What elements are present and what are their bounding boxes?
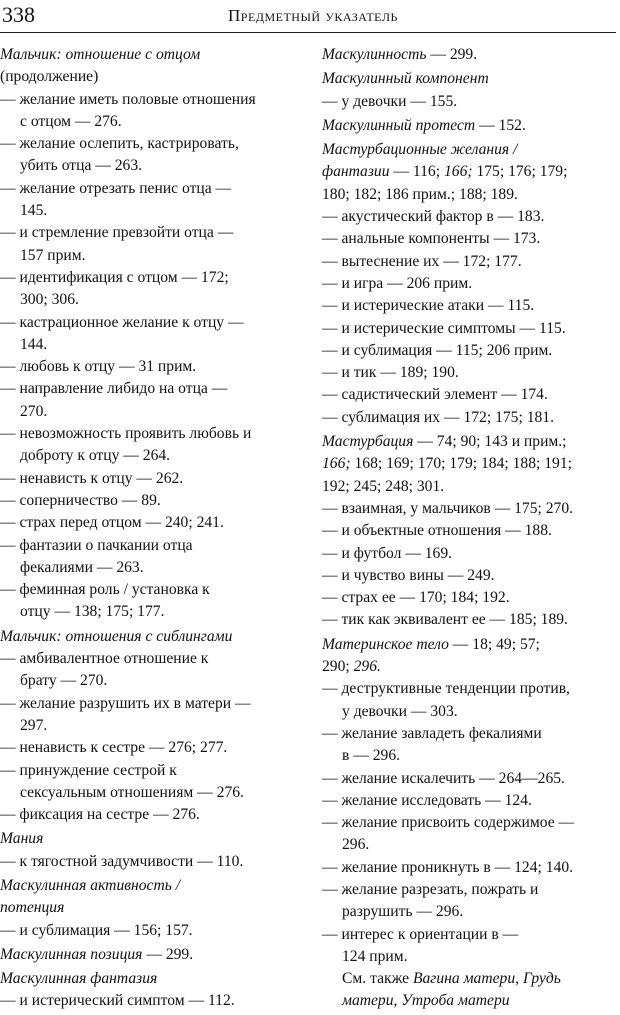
text-ref: , [393, 992, 402, 1010]
entry-heading: Маскулинная фантазия [0, 970, 158, 988]
subentry: — желание отрезать пенис отца — [0, 179, 232, 197]
subentry: — невозможность проявить любовь и [0, 425, 252, 443]
entry-heading: Мастурбация [322, 433, 414, 451]
subentry-continuation: в — 296. [342, 747, 401, 765]
italic-ref: 166; [322, 455, 351, 473]
entry-heading: Мальчик: отношения с сиблингами [0, 627, 233, 645]
subentry: — желание завладеть фекалиями [322, 724, 542, 742]
index-entry [0, 44, 300, 624]
text-ref: , [515, 970, 523, 988]
page-refs: — 152. [475, 116, 526, 134]
subentry: — фиксация на сестре — 276. [0, 806, 200, 824]
entry-heading-line [322, 431, 620, 453]
subentry: — желание иметь половые отношения [0, 90, 256, 108]
subentry: — и футбол — 169. [322, 544, 453, 562]
subentry: — феминная роль / установка к [0, 581, 210, 599]
subentry: — страх ее — 170; 184; 192. [322, 589, 510, 607]
subentry-continuation: сексуальным отношениям — 276. [20, 783, 244, 801]
subentry: — фантазии о пачкании отца [0, 536, 193, 554]
index-entry [322, 68, 620, 113]
subentry-continuation: 297. [20, 716, 48, 734]
subentry: — вытеснение их — 172; 177. [322, 252, 522, 270]
index-column-right [322, 44, 620, 1015]
entry-heading-line [322, 44, 620, 66]
index-entry [0, 944, 300, 966]
subentry: — желание ослепить, кастрировать, [0, 135, 239, 153]
entry-heading: Маскулинный компонент [322, 70, 489, 88]
text-ref: 175; 176; 179; [472, 163, 568, 181]
page-refs: — 299. [426, 46, 478, 63]
entry-heading: Маскулинность [322, 46, 427, 63]
text-ref: См. также [342, 970, 413, 988]
index-column-left [0, 44, 300, 1015]
subentry-continuation: с отцом — 276. [20, 112, 122, 130]
subentry: — амбивалентное отношение к [0, 650, 209, 668]
subentry: — тик как эквивалент ее — 185; 189. [322, 611, 568, 629]
subentry-continuation: брату — 270. [20, 672, 108, 690]
italic-ref: Утроба матери [401, 992, 510, 1010]
index-entry [322, 115, 620, 137]
subentry: — ненависть к сестре — 276; 277. [0, 739, 228, 757]
header-rule [0, 32, 616, 33]
subentry: — интерес к ориентации в — [322, 925, 519, 943]
subentry-continuation: доброту к отцу — 264. [20, 447, 171, 465]
subentry: — желание искалечить — 264—265. [322, 769, 565, 787]
subentry: — и истерический симптом — 112. [0, 992, 235, 1010]
subentry: — и игра — 206 прим. [322, 274, 473, 292]
index-entry [0, 828, 300, 873]
entry-line: 192; 245; 248; 301. [322, 477, 445, 495]
subentry: — любовь к отцу — 31 прим. [0, 358, 197, 376]
subentry: — сублимация их — 172; 175; 181. [322, 408, 554, 426]
italic-ref: фантазии [322, 163, 390, 181]
subentry-continuation: убить отца — 263. [20, 157, 143, 175]
entry-heading: Материнское тело [322, 635, 449, 653]
see-also [322, 968, 620, 990]
entry-heading: Маскулинная позиция [0, 945, 143, 963]
subentry: — соперничество — 89. [0, 491, 161, 509]
page-refs: — 74; 90; 143 и прим.; [413, 433, 567, 451]
index-entry [0, 626, 300, 827]
entry-line [322, 453, 620, 475]
entry-heading-line [322, 634, 620, 656]
page-header [0, 0, 620, 34]
italic-ref: 296. [353, 658, 381, 676]
subentry: — и тик — 189; 190. [322, 364, 459, 382]
subentry-continuation: фекалиями — 263. [20, 558, 144, 576]
index-entry [0, 875, 300, 942]
page-refs: — 18; 49; 57; [448, 635, 540, 653]
subentry: — идентификация с отцом — 172; [0, 268, 229, 286]
entry-heading-line [0, 944, 300, 966]
italic-ref: Грудь [522, 970, 561, 988]
subentry: — желание разрушить их в матери — [0, 694, 251, 712]
subentry: — желание присвоить содержимое — [322, 814, 575, 832]
subentry: — к тягостной задумчивости — 110. [0, 852, 244, 870]
subentry-continuation: отцу — 138; 175; 177. [20, 603, 165, 621]
entry-line: (продолжение) [0, 68, 99, 86]
index-entry [322, 431, 620, 632]
page-number: 338 [2, 2, 35, 27]
text-ref: — 116; [389, 163, 444, 181]
subentry: — принуждение сестрой к [0, 761, 177, 779]
index-entry [322, 139, 620, 429]
subentry-continuation: 296. [342, 836, 370, 854]
subentry: — анальные компоненты — 173. [322, 230, 541, 248]
see-also [322, 990, 620, 1012]
italic-ref: матери [342, 992, 394, 1010]
entry-line [322, 656, 620, 678]
subentry: — желание проникнуть в — 124; 140. [322, 858, 574, 876]
entry-heading: Маскулинная активность / [0, 876, 181, 894]
subentry-continuation: разрушить — 296. [342, 903, 464, 921]
subentry-continuation: 270. [20, 402, 48, 420]
subentry-continuation: у девочки — 303. [342, 702, 458, 720]
page-refs: — 299. [142, 945, 194, 963]
entry-heading: Маскулинный протест [322, 116, 476, 134]
subentry-continuation: 145. [20, 202, 48, 220]
text-ref: 290; [322, 658, 354, 676]
entry-line [322, 161, 620, 183]
subentry: — и сублимация — 115; 206 прим. [322, 341, 553, 359]
subentry: — и сублимация — 156; 157. [0, 921, 193, 939]
entry-heading: Мастурбационные желания / [322, 141, 518, 159]
subentry: — и истерические атаки — 115. [322, 297, 535, 315]
italic-ref: Вагина матери [412, 970, 516, 988]
subentry: — и объектные отношения — 188. [322, 522, 552, 540]
subentry: — акустический фактор в — 183. [322, 208, 545, 226]
index-entry [0, 968, 300, 1013]
subentry: — кастрационное желание к отцу — [0, 313, 244, 331]
subentry: — желание исследовать — 124. [322, 791, 532, 809]
subentry: — деструктивные тенденции против, [322, 680, 570, 698]
entry-heading: потенция [0, 899, 65, 917]
subentry: — страх перед отцом — 240; 241. [0, 514, 224, 532]
subentry: — и истерические симптомы — 115. [322, 319, 566, 337]
subentry-continuation: 124 прим. [342, 947, 408, 965]
index-entry [322, 634, 620, 1013]
subentry: — направление либидо на отца — [0, 380, 228, 398]
entry-line: 180; 182; 186 прим.; 188; 189. [322, 185, 518, 203]
index-entry [322, 44, 620, 66]
subentry: — садистический элемент — 174. [322, 386, 548, 404]
subentry: — желание разрезать, пожрать и [322, 880, 539, 898]
entry-heading: Мания [0, 830, 44, 848]
text-ref: 168; 169; 170; 179; 184; 188; 191; [350, 455, 572, 473]
entry-heading: Мальчик: отношение с отцом [0, 46, 201, 63]
running-head: Предметный указатель [228, 6, 398, 25]
subentry: — и стремление превзойти отца — [0, 224, 234, 242]
italic-ref: 166; [443, 163, 473, 181]
subentry-continuation: 300; 306. [20, 291, 79, 309]
subentry: — взаимная, у мальчиков — 175; 270. [322, 499, 574, 517]
subentry-continuation: 157 прим. [20, 246, 86, 264]
subentry: — у девочки — 155. [322, 92, 458, 110]
subentry: — ненависть к отцу — 262. [0, 469, 184, 487]
subentry: — и чувство вины — 249. [322, 566, 495, 584]
subentry-continuation: 144. [20, 335, 48, 353]
entry-heading-line [322, 115, 620, 137]
